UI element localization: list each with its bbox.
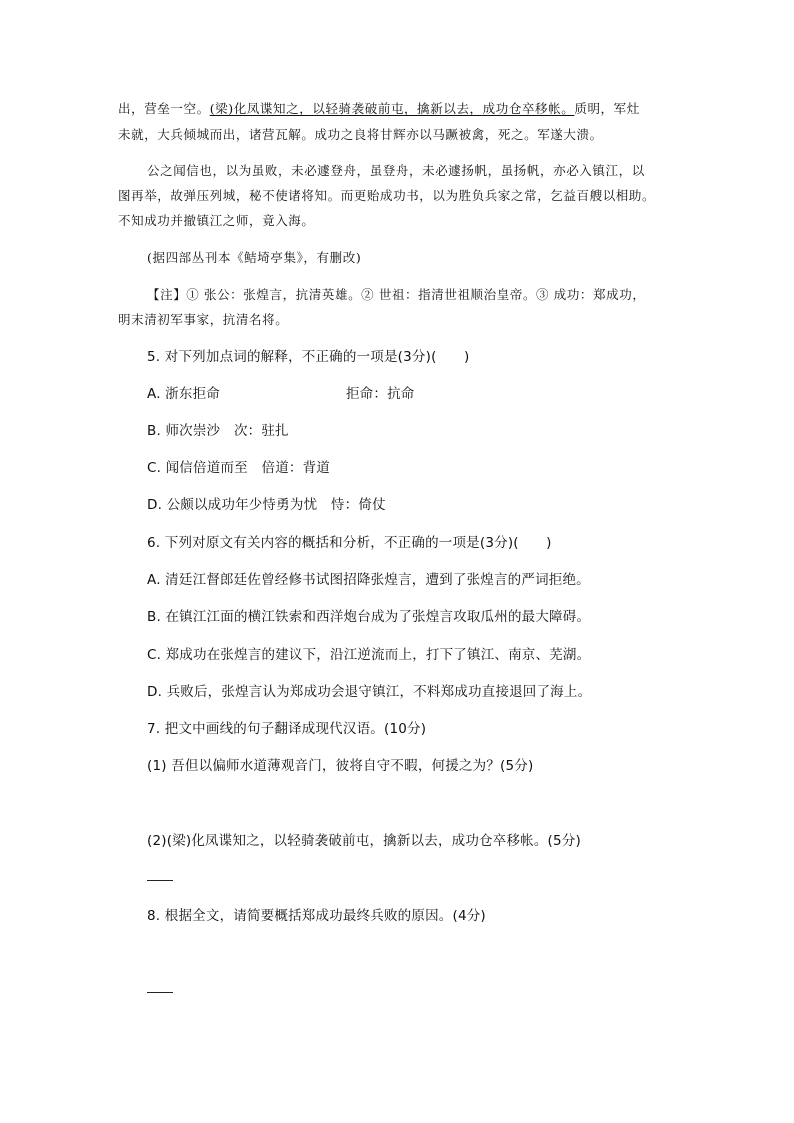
question-5-option-d: D. 公颇以成功年少恃勇为忧 恃：倚仗 — [147, 497, 386, 513]
question-5-option-c: C. 闻信倍道而至 倍道：背道 — [147, 460, 331, 476]
passage-line: 不知成功并撤镇江之师，竟入海。 — [118, 213, 315, 228]
question-6-stem: 6. 下列对原文有关内容的概括和分析，不正确的一项是(3分)( ) — [147, 535, 552, 551]
question-8-stem: 8. 根据全文，请简要概括郑成功最终兵败的原因。(4分) — [147, 908, 486, 924]
question-7-stem: 7. 把文中画线的句子翻译成现代汉语。(10分) — [147, 721, 427, 737]
passage-line: 图再举，故弹压列城，秘不使诸将知。而更贻成功书，以为胜负兵家之常，乞益百艘以相助。 — [118, 188, 656, 203]
question-6-option-a: A. 清廷江督郎廷佐曾经修书试图招降张煌言，遭到了张煌言的严词拒绝。 — [147, 572, 590, 588]
passage-line: 公之闻信也，以为虽败，未必遽登舟，虽登舟，未必遽扬帆，虽扬帆，亦必入镇江，以 — [147, 163, 645, 178]
question-5-option-a: A. 浙东拒命 拒命：抗命 — [147, 386, 415, 402]
question-6-option-b: B. 在镇江江面的横江铁索和西洋炮台成为了张煌言攻取瓜州的最大障碍。 — [147, 609, 591, 625]
passage-line: 出，营垒一空。(梁)化凤谍知之，以轻骑袭破前屯，擒新以去，成功仓卒移帐。质明，军灶 — [118, 101, 640, 116]
underlined-sentence: (梁)化凤谍知之，以轻骑袭破前屯，擒新以去，成功仓卒移帐。 — [209, 101, 575, 116]
question-7-sentence-2: (2)(梁)化凤谍知之，以轻骑袭破前屯，擒新以去，成功仓卒移帐。(5分) — [147, 833, 581, 849]
question-6-option-c: C. 郑成功在张煌言的建议下，沿江逆流而上，打下了镇江、南京、芜湖。 — [147, 647, 591, 663]
question-5-stem: 5. 对下列加点词的解释，不正确的一项是(3分)( ) — [147, 349, 470, 365]
annotation-note: 【注】① 张公：张煌言，抗清英雄。② 世祖：指清世祖顺治皇帝。③ 成功：郑成功， — [147, 287, 646, 302]
answer-line — [147, 880, 173, 881]
passage-line: 未就，大兵倾城而出，诸营瓦解。成功之良将甘辉亦以马蹶被禽，死之。军遂大溃。 — [118, 127, 603, 142]
question-6-option-d: D. 兵败后，张煌言认为郑成功会退守镇江，不料郑成功直接退回了海上。 — [147, 684, 592, 700]
annotation-note: 明末清初军事家，抗清名将。 — [118, 312, 289, 327]
question-7-sentence-1: (1) 吾但以偏师水道薄观音门，彼将自守不暇，何援之为？(5分) — [147, 758, 534, 774]
answer-line — [147, 992, 173, 993]
source-citation: (据四部丛刊本《鲒埼亭集》，有删改) — [147, 250, 362, 265]
question-5-option-b: B. 师次崇沙 次：驻扎 — [147, 423, 289, 439]
